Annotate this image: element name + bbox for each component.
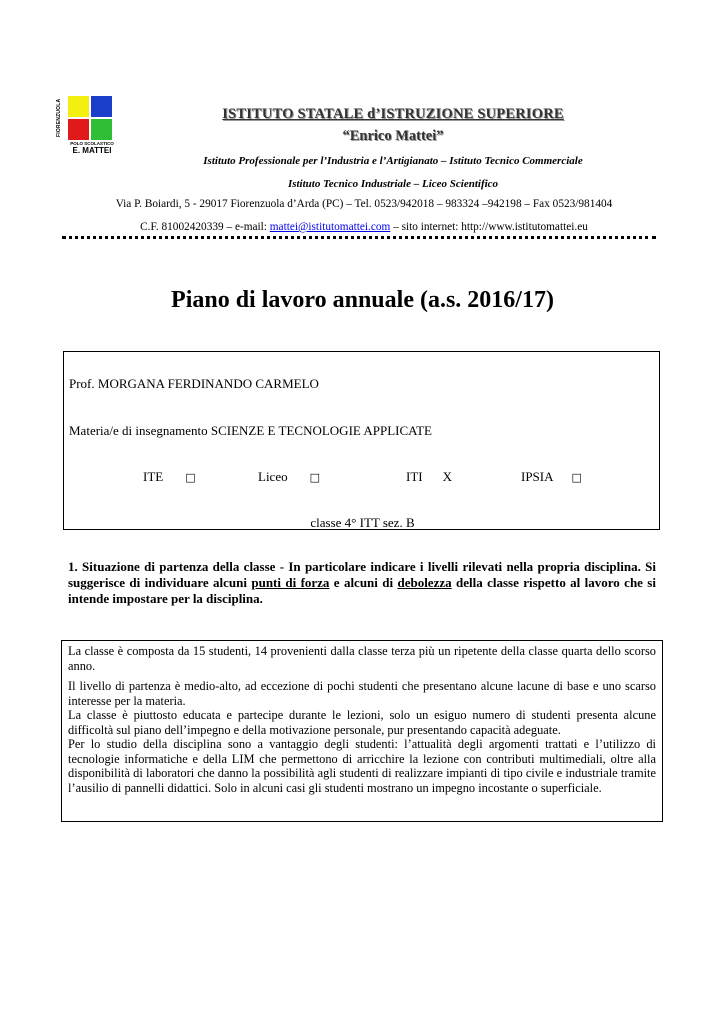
checkbox-icon[interactable]: □ (185, 471, 196, 484)
institute-contacts (62, 221, 666, 233)
logo-blue-square (91, 96, 112, 117)
school-logo (56, 94, 121, 154)
cf-prefix: C.F. 81002420339 – e-mail: (140, 221, 270, 233)
subject-line: Materia/e di insegnamento SCIENZE E TECNOLOGIE APPLICATE (69, 423, 432, 438)
school-type-label: Liceo (258, 469, 288, 484)
school-type-ipsia (521, 469, 582, 485)
heading-part: e alcuni di (329, 575, 398, 590)
logo-red-square (68, 119, 89, 140)
cf-suffix: – sito internet: http://www.istitutomattei.eu (390, 221, 588, 233)
email-link[interactable]: mattei@istitutomattei.com (269, 221, 391, 233)
heading-part: 1. Situazione di partenza della classe - In particolare indicare i livelli rilevati nella propria disciplina. Si suggerisce di individuare alcuni (68, 559, 656, 590)
logo-yellow-square (68, 96, 89, 117)
institute-title: ISTITUTO STATALE d’ISTRUZIONE SUPERIORE (222, 106, 564, 122)
institute-name: “Enrico Mattei” (342, 128, 444, 144)
section1-content-box (61, 640, 663, 822)
institute-line1: Istituto Professionale per l’Industria e l’Artigianato – Istituto Tecnico Commerciale (203, 155, 583, 167)
institute-address: Via P. Boiardi, 5 - 29017 Fiorenzuola d’Arda (PC) – Tel. 0523/942018 – 983324 –942198 – Fax 0523/981404 (115, 198, 613, 210)
checked-mark[interactable]: X (442, 469, 452, 484)
school-type-liceo (258, 469, 320, 485)
logo-polo-text: POLO SCOLASTICO (70, 141, 114, 146)
logo-green-square (91, 119, 112, 140)
checkbox-icon[interactable]: □ (309, 471, 320, 484)
institute-line2: Istituto Tecnico Industriale – Liceo Scientifico (287, 178, 499, 190)
header-divider (62, 236, 656, 239)
teacher-name: Prof. MORGANA FERDINANDO CARMELO (69, 376, 319, 391)
paragraph: Il livello di partenza è medio-alto, ad eccezione di pochi studenti che presentano alcune lacune di base e uno scarso interesse per la materia. (68, 679, 656, 708)
document-title: Piano di lavoro annuale (a.s. 2016/17) (171, 287, 554, 313)
school-type-label: ITE (143, 469, 164, 484)
section1-heading (68, 559, 656, 607)
logo-vertical-text: FIORENZUOLA (56, 98, 62, 138)
school-type-label: IPSIA (521, 469, 554, 484)
paragraph: La classe è composta da 15 studenti, 14 provenienti dalla classe terza più un ripetente della classe quarta dello scorso anno. (68, 644, 656, 673)
class-info: classe 4° ITT sez. B (310, 515, 415, 530)
paragraph: Per lo studio della disciplina sono a vantaggio degli studenti: l’attualità degli argomenti trattati e l’utilizzo di tecnologie informatiche e della LIM che permettono di arricchire la lezione con contributi multimediali, oltre alla disponibilità di laboratori che danno la possibilità agli studenti di realizzare impianti di tipo civile e industriale tramite l’ausilio di pannelli didattici. Solo in alcuni casi gli studenti mostrano un impegno incostante o superficiale. (68, 737, 656, 795)
paragraph: La classe è piuttosto educata e partecipe durante le lezioni, solo un esiguo numero di studenti presenta alcune difficoltà sul piano dell’impegno e della motivazione personale, pur presentando capacità adeguate. (68, 708, 656, 737)
checkbox-icon[interactable]: □ (571, 471, 582, 484)
school-type-iti (406, 469, 452, 485)
teacher-info-box (63, 351, 660, 530)
logo-name: E. MATTEI (72, 146, 112, 155)
heading-part: della classe rispetto al lavoro che si intende impostare per la disciplina. (68, 575, 656, 606)
heading-strengths: punti di forza (251, 575, 330, 590)
heading-weaknesses: debolezza (397, 575, 452, 590)
school-type-label: ITI (406, 469, 423, 484)
school-type-ite (143, 469, 196, 485)
